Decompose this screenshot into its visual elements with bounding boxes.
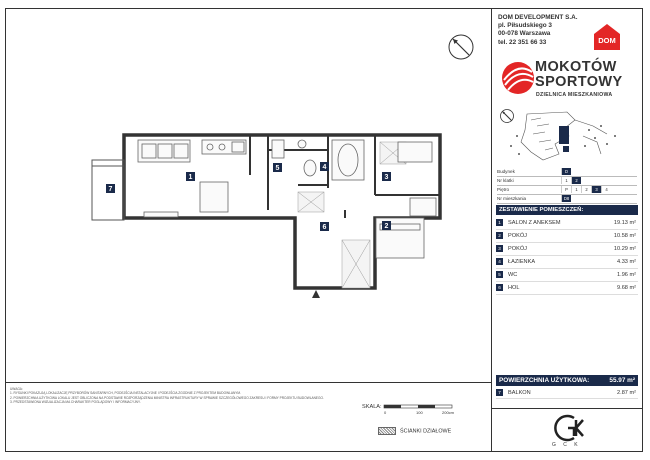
developer-name: DOM DEVELOPMENT S.A.	[498, 14, 578, 21]
plan-label-1: 1	[188, 174, 193, 182]
project-line1: MOKOTÓW	[535, 59, 617, 75]
hatch-swatch-icon	[378, 427, 396, 435]
room-number: 1	[496, 219, 503, 226]
info-row	[497, 195, 637, 204]
room-area: 19.13 m²	[613, 220, 636, 226]
room-area: 10.58 m²	[613, 233, 636, 239]
info-cell: D	[561, 168, 571, 175]
info-row	[497, 168, 637, 177]
divider-horizontal	[5, 382, 491, 383]
dom-logo-icon	[592, 22, 622, 52]
project-name	[535, 60, 623, 90]
notes-title: UWAGA:	[10, 387, 23, 391]
room-number: 4	[496, 258, 503, 265]
floor-plan	[80, 120, 500, 310]
developer-street: pl. Piłsudskiego 3	[498, 22, 552, 30]
room-row	[496, 282, 638, 295]
gck-caption: G C K	[552, 442, 581, 448]
room-number: 5	[496, 271, 503, 278]
plan-label-6: 6	[322, 224, 327, 232]
room-number: 2	[496, 232, 503, 239]
info-cell: P	[561, 186, 571, 193]
developer-phone: tel. 22 351 66 33	[498, 38, 547, 46]
developer-info	[498, 14, 578, 47]
scale-tick-200: 200cm	[442, 410, 455, 415]
info-row-cells	[561, 186, 611, 193]
divider-right-bottom	[491, 408, 643, 409]
room-name: SALON Z ANEKSEM	[508, 220, 561, 226]
room-row	[496, 269, 638, 282]
scale-tick-100: 100	[416, 410, 423, 415]
info-cell: 2	[581, 186, 591, 193]
room-name: POKÓJ	[508, 233, 527, 239]
key-plan-diagram	[497, 106, 637, 164]
total-area-label: POWIERZCHNIA UŻYTKOWA:	[499, 377, 590, 384]
plan-label-4: 4	[322, 164, 327, 172]
dom-logo-text: DOM	[598, 36, 616, 45]
balcony-name: BALKON	[508, 390, 531, 396]
info-cell: 1	[561, 177, 571, 184]
total-area-value: 55.97 m²	[609, 377, 635, 384]
info-cell: 1	[571, 186, 581, 193]
balcony-number: 7	[496, 389, 503, 396]
balcony-area: 2.87 m²	[617, 390, 636, 396]
room-area: 10.29 m²	[613, 246, 636, 252]
scale-bar	[382, 402, 458, 416]
note-1: 1. RYSUNKI POKAZUJĄ LOKALIZACJĘ PRZYBORÓW SANITARNYCH, PODEJŚCIA INSTALACYJNE I PODEJŚCIA ZGODNIE Z PROJEKTEM BUDOWLANYM.	[10, 391, 241, 396]
compass-north-icon	[447, 33, 475, 61]
info-row-label: Nr klatki	[497, 178, 514, 183]
info-row	[497, 177, 637, 186]
info-cell: D8	[561, 195, 571, 202]
plan-label-3: 3	[384, 174, 389, 182]
info-row-cells	[561, 177, 581, 184]
info-cell: 3	[591, 186, 601, 193]
plan-label-2: 2	[384, 223, 389, 231]
walls-legend-label: ŚCIANKI DZIAŁOWE	[400, 428, 452, 435]
room-name: ŁAZIENKA	[508, 259, 536, 265]
room-name: WC	[508, 272, 518, 278]
developer-city: 00-078 Warszawa	[498, 30, 551, 38]
room-area: 1.96 m²	[617, 272, 636, 278]
total-area-bar	[496, 375, 638, 386]
note-3: 3. PRZEDSTAWIONA WIZUALIZACJA MA CHARAKTER POGLĄDOWY I INFORMACYJNY.	[10, 400, 141, 405]
plan-label-7: 7	[108, 186, 113, 194]
apartment-info-table	[497, 168, 637, 204]
room-row	[496, 217, 638, 230]
rooms-header: ZESTAWIENIE POMIESZCZEŃ:	[496, 205, 638, 215]
room-number: 6	[496, 284, 503, 291]
scale-label: SKALA:	[362, 404, 382, 410]
balcony-row	[496, 388, 638, 399]
info-cell: 4	[601, 186, 611, 193]
room-row	[496, 256, 638, 269]
info-row-label: Budynek	[497, 169, 515, 174]
room-row	[496, 243, 638, 256]
info-row-label: Nr mieszkania	[497, 196, 527, 201]
walls-legend	[378, 427, 451, 435]
room-area: 4.33 m²	[617, 259, 636, 265]
info-cell: 2	[571, 177, 581, 184]
room-name: HOL	[508, 285, 520, 291]
rooms-list	[496, 217, 638, 295]
info-row-label: Piętro	[497, 187, 510, 192]
info-row	[497, 186, 637, 195]
room-area: 9.68 m²	[617, 285, 636, 291]
project-line2: SPORTOWY	[535, 74, 623, 90]
note-2: 2. POWIERZCHNIA UŻYTKOWA LOKALU JEST OBLICZONA NA PODSTAWIE ROZPORZĄDZENIA MINISTRA INFRASTRUKTURY W SPRAWIE SZCZEGÓŁOWEGO ZAKRESU I FORMY PROJEKTU BUDOWLANEGO.	[10, 395, 324, 400]
room-name: POKÓJ	[508, 246, 527, 252]
info-row-cells	[561, 195, 571, 202]
room-number: 3	[496, 245, 503, 252]
plan-label-5: 5	[275, 165, 280, 173]
scale-tick-0: 0	[384, 410, 387, 415]
project-subtitle: DZIELNICA MIESZKANIOWA	[536, 92, 613, 98]
room-row	[496, 230, 638, 243]
info-row-cells	[561, 168, 571, 175]
